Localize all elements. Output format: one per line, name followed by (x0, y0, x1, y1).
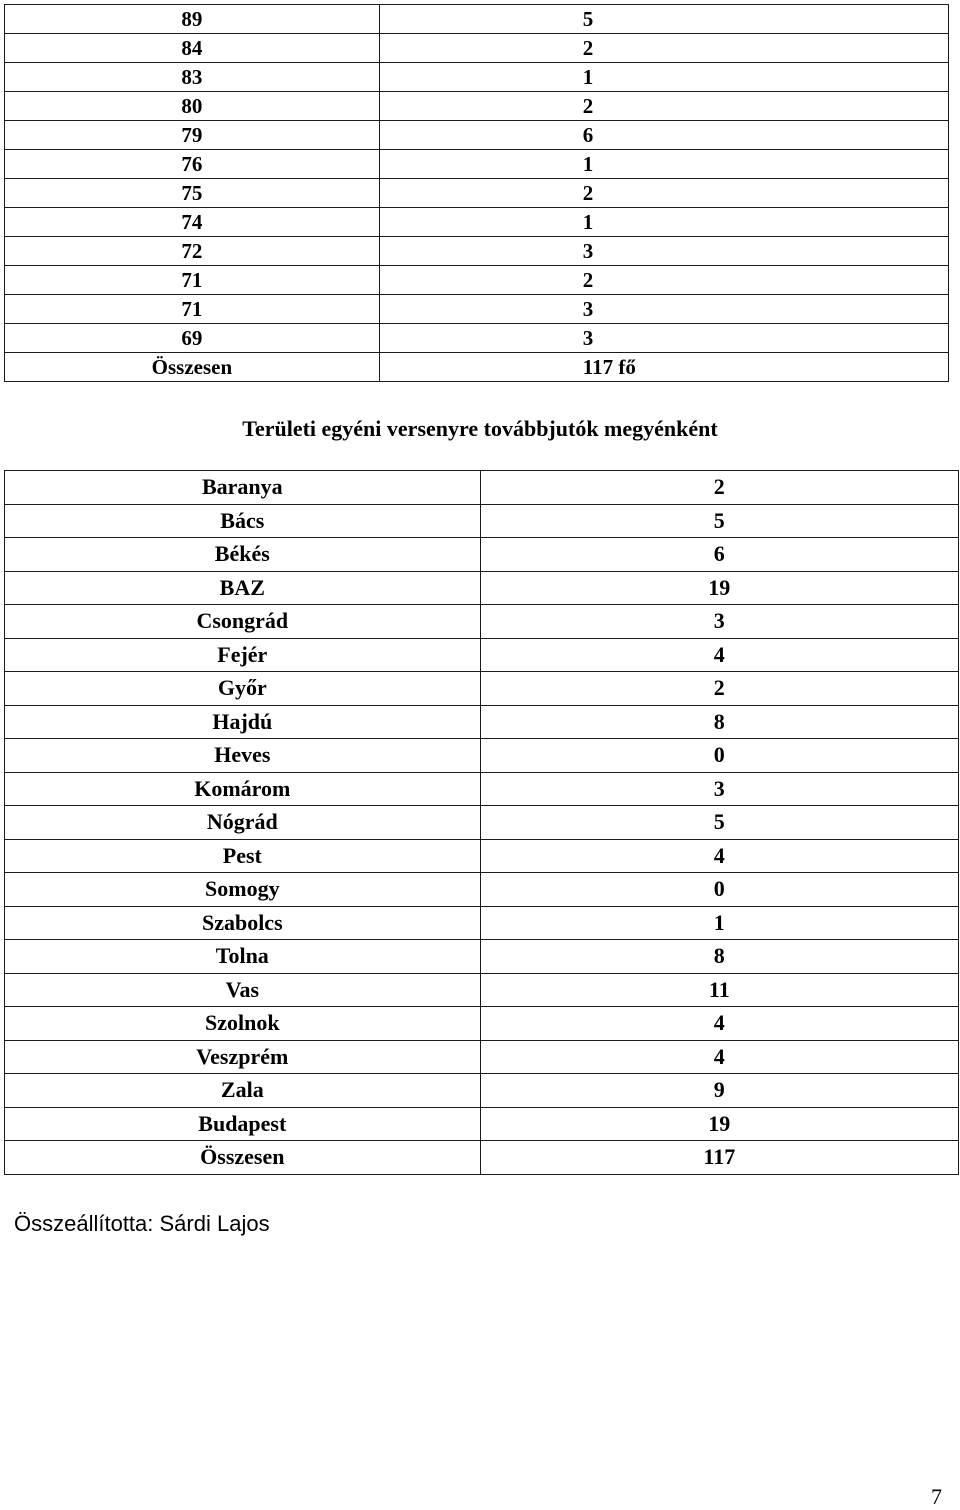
score-row-label-cell: 69 (5, 324, 380, 353)
county-row-value-cell: 8 (480, 940, 958, 974)
score-row-value-cell: 2 (379, 34, 948, 63)
score-row (5, 5, 949, 34)
score-row (5, 179, 949, 208)
score-row (5, 208, 949, 237)
total-value-cell: 117 fő (379, 353, 948, 382)
score-row (5, 324, 949, 353)
county-row-label-cell: Bács (5, 504, 481, 538)
county-row (5, 839, 959, 873)
score-row-label-cell: 76 (5, 150, 380, 179)
total-label-cell: Összesen (5, 353, 380, 382)
score-row-value-cell: 3 (379, 237, 948, 266)
score-row-value-cell: 1 (379, 208, 948, 237)
county-row-label-cell: BAZ (5, 571, 481, 605)
county-row-label-cell: Békés (5, 538, 481, 572)
score-row (5, 150, 949, 179)
score-row (5, 237, 949, 266)
county-row-value-cell: 5 (480, 504, 958, 538)
score-row-value-cell: 2 (379, 92, 948, 121)
county-row-label-cell: Heves (5, 739, 481, 773)
scores-table (4, 4, 949, 382)
county-row-label-cell: Pest (5, 839, 481, 873)
county-row-value-cell: 2 (480, 471, 958, 505)
county-row-value-cell: 19 (480, 571, 958, 605)
total-label-cell: Összesen (5, 1141, 481, 1175)
county-row (5, 504, 959, 538)
county-row (5, 1074, 959, 1108)
county-row (5, 973, 959, 1007)
county-row-label-cell: Győr (5, 672, 481, 706)
county-row-label-cell: Nógrád (5, 806, 481, 840)
counties-table-body (5, 471, 959, 1175)
county-row (5, 705, 959, 739)
score-row (5, 121, 949, 150)
county-row-value-cell: 0 (480, 739, 958, 773)
total-value-cell: 117 (480, 1141, 958, 1175)
county-row-label-cell: Tolna (5, 940, 481, 974)
county-row (5, 906, 959, 940)
county-row-label-cell: Csongrád (5, 605, 481, 639)
counties-table (4, 470, 959, 1175)
score-row-label-cell: 71 (5, 295, 380, 324)
total-row (5, 1141, 959, 1175)
county-row-value-cell: 11 (480, 973, 958, 1007)
county-row-value-cell: 3 (480, 605, 958, 639)
score-row-value-cell: 5 (379, 5, 948, 34)
county-row-value-cell: 4 (480, 1007, 958, 1041)
county-row-value-cell: 0 (480, 873, 958, 907)
county-row (5, 571, 959, 605)
score-row-value-cell: 3 (379, 295, 948, 324)
score-row-label-cell: 71 (5, 266, 380, 295)
score-row-value-cell: 1 (379, 63, 948, 92)
county-row (5, 772, 959, 806)
county-row-label-cell: Fejér (5, 638, 481, 672)
county-row-label-cell: Veszprém (5, 1040, 481, 1074)
score-row-label-cell: 79 (5, 121, 380, 150)
county-row-label-cell: Zala (5, 1074, 481, 1108)
score-row (5, 34, 949, 63)
county-row-label-cell: Vas (5, 973, 481, 1007)
score-row-value-cell: 2 (379, 179, 948, 208)
county-row (5, 806, 959, 840)
county-row (5, 471, 959, 505)
county-row-value-cell: 5 (480, 806, 958, 840)
county-row (5, 1040, 959, 1074)
score-row-value-cell: 1 (379, 150, 948, 179)
county-row (5, 940, 959, 974)
county-row-label-cell: Komárom (5, 772, 481, 806)
county-row-value-cell: 9 (480, 1074, 958, 1108)
county-row (5, 739, 959, 773)
score-row-label-cell: 72 (5, 237, 380, 266)
county-row-value-cell: 19 (480, 1107, 958, 1141)
score-row-value-cell: 2 (379, 266, 948, 295)
county-row (5, 672, 959, 706)
score-row (5, 295, 949, 324)
score-row-value-cell: 3 (379, 324, 948, 353)
page-number: 7 (931, 1484, 942, 1509)
county-row-value-cell: 8 (480, 705, 958, 739)
county-row (5, 638, 959, 672)
scores-table-body (5, 5, 949, 382)
county-row-label-cell: Hajdú (5, 705, 481, 739)
county-row-value-cell: 6 (480, 538, 958, 572)
score-row-value-cell: 6 (379, 121, 948, 150)
score-row-label-cell: 84 (5, 34, 380, 63)
county-row-value-cell: 1 (480, 906, 958, 940)
score-row (5, 63, 949, 92)
score-row-label-cell: 74 (5, 208, 380, 237)
county-row (5, 605, 959, 639)
county-row-label-cell: Somogy (5, 873, 481, 907)
total-row (5, 353, 949, 382)
score-row-label-cell: 75 (5, 179, 380, 208)
county-row-label-cell: Budapest (5, 1107, 481, 1141)
county-row (5, 538, 959, 572)
county-row-value-cell: 3 (480, 772, 958, 806)
county-row-value-cell: 2 (480, 672, 958, 706)
score-row (5, 92, 949, 121)
county-row-label-cell: Baranya (5, 471, 481, 505)
score-row-label-cell: 89 (5, 5, 380, 34)
county-row-value-cell: 4 (480, 839, 958, 873)
score-row-label-cell: 83 (5, 63, 380, 92)
county-row-label-cell: Szolnok (5, 1007, 481, 1041)
county-row (5, 1007, 959, 1041)
score-row-label-cell: 80 (5, 92, 380, 121)
compiled-by-footer: Összeállította: Sárdi Lajos (14, 1211, 270, 1236)
county-row-value-cell: 4 (480, 638, 958, 672)
county-row-value-cell: 4 (480, 1040, 958, 1074)
county-row (5, 873, 959, 907)
county-row (5, 1107, 959, 1141)
section-title: Területi egyéni versenyre továbbjutók megyénként (242, 416, 718, 441)
county-row-label-cell: Szabolcs (5, 906, 481, 940)
score-row (5, 266, 949, 295)
